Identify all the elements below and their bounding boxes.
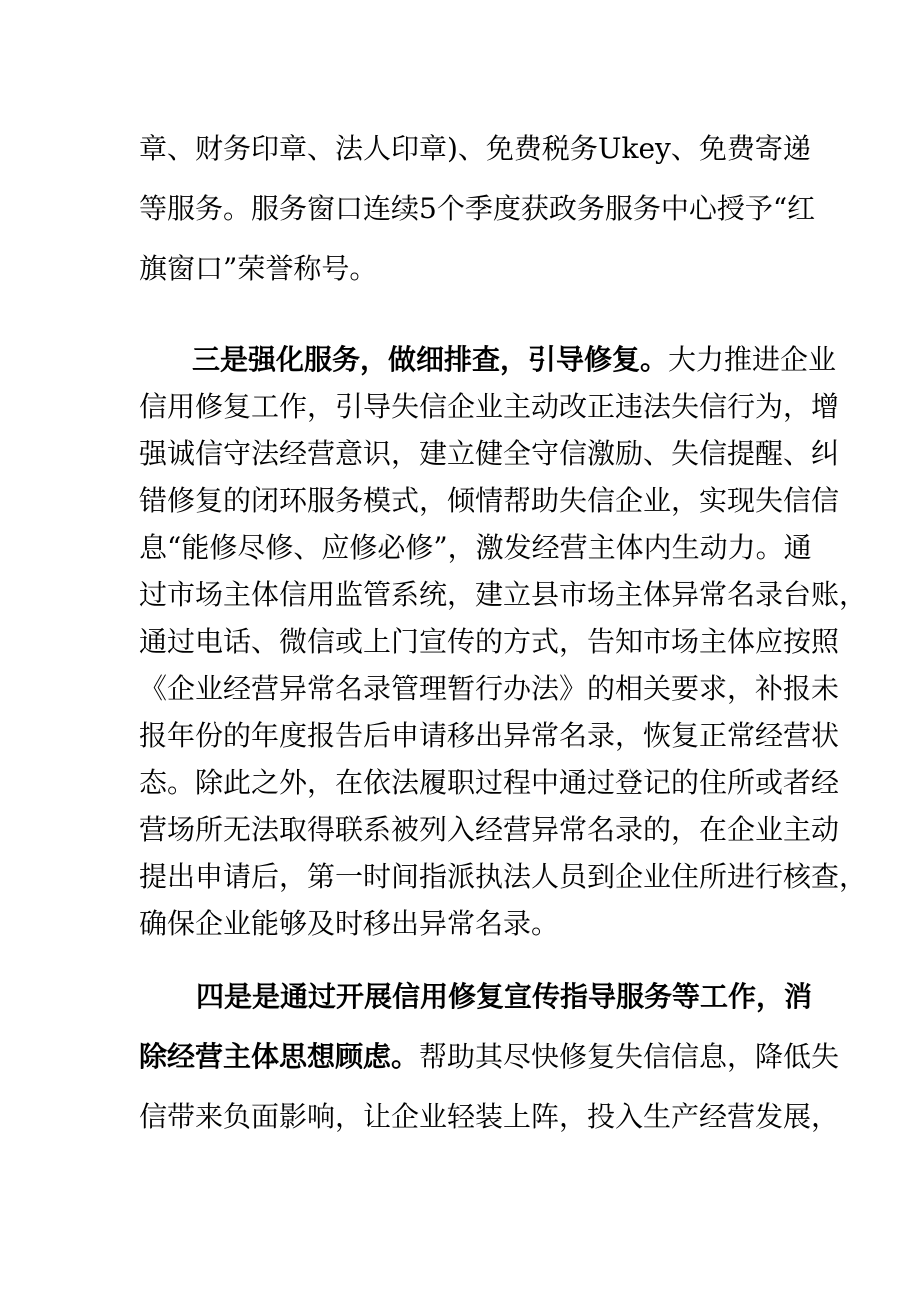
text-line: 《企业经营异常名录管理暂行办法》的相关要求，补报未	[139, 672, 840, 705]
text-line: 过市场主体信用监管系统，建立县市场主体异常名录台账，	[139, 578, 868, 611]
text-line: 报年份的年度报告后申请移出异常名录，恢复正常经营状	[139, 719, 840, 752]
text-line: 章、财务印章、法人印章)、免费税务Ukey、免费寄递	[139, 132, 811, 165]
paragraph-3-heading: 三是强化服务，做细排查，引导修复。	[192, 343, 669, 376]
text-line: 营场所无法取得联系被列入经营异常名录的，在企业主动	[139, 813, 840, 846]
text-line: 等服务。服务窗口连续5个季度获政务服务中心授予“红	[139, 192, 816, 225]
text-line: 信用修复工作，引导失信企业主动改正违法失信行为，增	[139, 390, 840, 423]
text-line: 确保企业能够及时移出异常名录。	[139, 907, 560, 940]
text-line: 信带来负面影响，让企业轻装上阵，投入生产经营发展，	[139, 1100, 840, 1133]
text-line: 态。除此之外，在依法履职过程中通过登记的住所或者经	[139, 766, 840, 799]
paragraph-3-first-line	[192, 338, 837, 382]
text-line: 通过电话、微信或上门宣传的方式，告知市场主体应按照	[139, 625, 840, 658]
paragraph-4-heading-line: 四是是通过开展信用修复宣传指导服务等工作，消	[196, 980, 813, 1013]
paragraph-3-first-rest: 大力推进企业	[668, 343, 837, 376]
paragraph-4-second-line	[139, 1035, 840, 1079]
paragraph-4-second-rest: 帮助其尽快修复失信信息，降低失	[419, 1040, 840, 1073]
text-line: 错修复的闭环服务模式，倾情帮助失信企业，实现失信信	[139, 484, 840, 517]
paragraph-4-heading: 除经营主体思想顾虑。	[139, 1040, 420, 1073]
text-line: 强诚信守法经营意识，建立健全守信激励、失信提醒、纠	[139, 437, 840, 470]
text-line: 息“能修尽修、应修必修”，激发经营主体内生动力。通	[139, 531, 812, 564]
text-line: 旗窗口”荣誉称号。	[139, 252, 378, 285]
text-line: 提出申请后，第一时间指派执法人员到企业住所进行核查，	[139, 860, 868, 893]
